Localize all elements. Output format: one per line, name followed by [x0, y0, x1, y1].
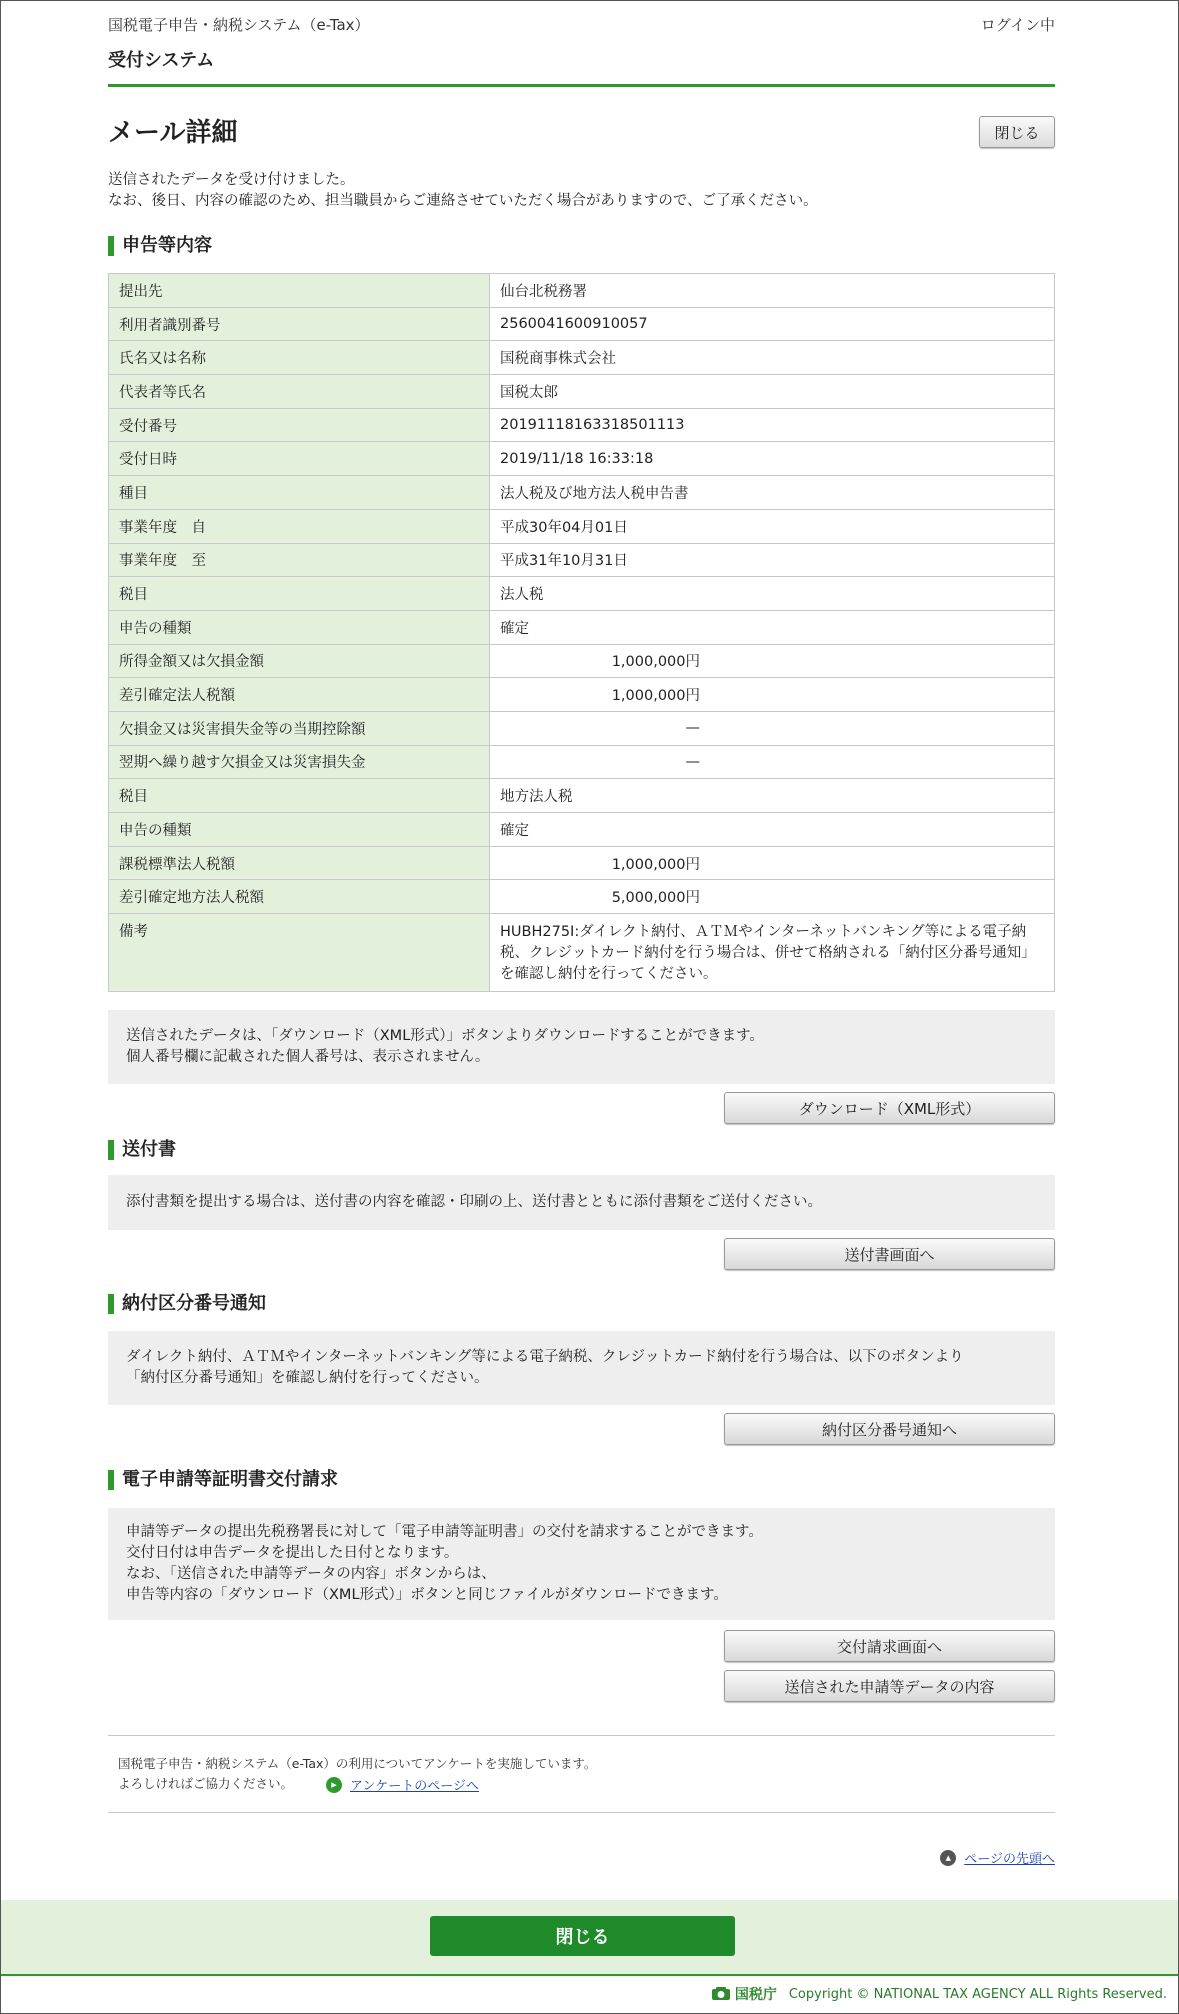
row-value: 1,000,000円 — [611, 856, 700, 873]
row-value-cell — [490, 745, 1055, 779]
intro-message — [108, 170, 818, 212]
divider — [108, 1735, 1055, 1736]
table-row — [109, 880, 1055, 914]
certificate-note-line-1: 申請等データの提出先税務署長に対して「電子申請等証明書」の交付を請求することができます。 — [126, 1524, 763, 1540]
row-value: 2560041600910057 — [490, 307, 1055, 341]
certificate-note-line-3: なお、「送信された申請等データの内容」ボタンからは、 — [126, 1566, 496, 1582]
table-row — [109, 476, 1055, 510]
row-value-cell — [490, 678, 1055, 712]
row-value: HUBH275I:ダイレクト納付、ＡＴＭやインターネットバンキング等による電子納税、クレジットカード納付を行う場合は、併せて格納される「納付区分番号通知」を確認し納付を行ってください。 — [490, 914, 1055, 992]
cover-letter-button[interactable]: 送付書画面へ — [724, 1238, 1055, 1270]
row-value: 国税商事株式会社 — [490, 341, 1055, 375]
row-value: 20191118163318501113 — [490, 408, 1055, 442]
row-value-cell — [490, 846, 1055, 880]
row-value: — — [685, 720, 700, 737]
table-row — [109, 813, 1055, 847]
cover-note-box — [108, 1175, 1055, 1230]
footer-divider — [1, 1974, 1178, 1976]
row-label: 種目 — [109, 476, 490, 510]
row-label: 申告の種類 — [109, 813, 490, 847]
row-value: 法人税及び地方法人税申告書 — [490, 476, 1055, 510]
table-row — [109, 711, 1055, 745]
row-label: 差引確定地方法人税額 — [109, 880, 490, 914]
download-xml-button[interactable]: ダウンロード（XML形式） — [724, 1092, 1055, 1124]
section-heading-cover: 送付書 — [108, 1139, 176, 1161]
survey-line-1: 国税電子申告・納税システム（e-Tax）の利用についてアンケートを実施しています。 — [118, 1756, 597, 1771]
download-note-line-1: 送信されたデータは、「ダウンロード（XML形式）」ボタンよりダウンロードすることができます。 — [126, 1028, 764, 1044]
footer — [711, 1984, 1167, 2004]
survey-link[interactable] — [326, 1775, 479, 1794]
row-value: 仙台北税務署 — [490, 274, 1055, 308]
row-value: 平成31年10月31日 — [490, 543, 1055, 577]
table-row — [109, 577, 1055, 611]
row-value: 1,000,000円 — [611, 688, 700, 705]
row-label: 氏名又は名称 — [109, 341, 490, 375]
close-button-bottom[interactable]: 閉じる — [430, 1916, 735, 1956]
copyright-text: Copyright © NATIONAL TAX AGENCY ALL Rights Reserved. — [788, 1986, 1167, 2002]
intro-line-2: なお、後日、内容の確認のため、担当職員からご連絡させていただく場合がありますので、ご了承ください。 — [108, 193, 818, 209]
payment-note-line-2: 「納付区分番号通知」を確認し納付を行ってください。 — [126, 1370, 489, 1386]
table-row — [109, 745, 1055, 779]
row-label: 備考 — [109, 914, 490, 992]
table-row — [109, 610, 1055, 644]
row-label: 翌期へ繰り越す欠損金又は災害損失金 — [109, 745, 490, 779]
table-row — [109, 375, 1055, 409]
row-label: 提出先 — [109, 274, 490, 308]
row-value: 5,000,000円 — [611, 890, 700, 907]
divider — [108, 1812, 1055, 1813]
row-label: 事業年度 自 — [109, 509, 490, 543]
row-label: 税目 — [109, 779, 490, 813]
row-value-cell — [490, 711, 1055, 745]
certificate-request-button[interactable]: 交付請求画面へ — [724, 1630, 1055, 1662]
row-value: 確定 — [490, 813, 1055, 847]
payment-note-box — [108, 1331, 1055, 1405]
table-row — [109, 678, 1055, 712]
certificate-note-line-4: 申告等内容の「ダウンロード（XML形式）」ボタンと同じファイルがダウンロードできます。 — [126, 1587, 728, 1603]
nta-emblem-icon — [711, 1986, 731, 2002]
page-top-link-text[interactable]: ページの先頭へ — [964, 1852, 1055, 1867]
cover-note: 添付書類を提出する場合は、送付書の内容を確認・印刷の上、送付書とともに添付書類をご送付ください。 — [126, 1194, 822, 1210]
row-value: 2019/11/18 16:33:18 — [490, 442, 1055, 476]
payment-note-line-1: ダイレクト納付、ＡＴＭやインターネットバンキング等による電子納税、クレジットカード納付を行う場合は、以下のボタンより — [126, 1349, 964, 1365]
row-label: 欠損金又は災害損失金等の当期控除額 — [109, 711, 490, 745]
payment-number-button[interactable]: 納付区分番号通知へ — [724, 1413, 1055, 1445]
row-value: 1,000,000円 — [611, 654, 700, 671]
table-row — [109, 509, 1055, 543]
row-label: 差引確定法人税額 — [109, 678, 490, 712]
download-note-line-2: 個人番号欄に記載された個人番号は、表示されません。 — [126, 1049, 490, 1065]
sent-data-contents-button[interactable]: 送信された申請等データの内容 — [724, 1670, 1055, 1702]
system-name: 国税電子申告・納税システム（e-Tax） — [108, 16, 370, 34]
section-heading-certificate: 電子申請等証明書交付請求 — [108, 1469, 338, 1491]
row-value: 地方法人税 — [490, 779, 1055, 813]
header-divider — [108, 84, 1055, 87]
section-heading-filing: 申告等内容 — [108, 235, 212, 257]
certificate-note-line-2: 交付日付は申告データを提出した日付となります。 — [126, 1545, 459, 1561]
section-heading-payment: 納付区分番号通知 — [108, 1293, 266, 1315]
row-label: 申告の種類 — [109, 610, 490, 644]
row-label: 受付番号 — [109, 408, 490, 442]
survey-line-2: よろしければご協力ください。 — [118, 1776, 294, 1791]
table-row — [109, 408, 1055, 442]
table-row — [109, 442, 1055, 476]
row-value: 平成30年04月01日 — [490, 509, 1055, 543]
nta-logo — [711, 1984, 777, 2004]
table-row — [109, 543, 1055, 577]
row-label: 利用者識別番号 — [109, 307, 490, 341]
table-row — [109, 274, 1055, 308]
page-title: メール詳細 — [108, 118, 238, 148]
row-label: 課税標準法人税額 — [109, 846, 490, 880]
table-row — [109, 846, 1055, 880]
row-value-cell — [490, 644, 1055, 678]
row-label: 受付日時 — [109, 442, 490, 476]
arrow-right-icon: ▸ — [326, 1777, 342, 1793]
row-value: — — [685, 753, 700, 770]
table-row — [109, 307, 1055, 341]
survey-link-text[interactable]: アンケートのページへ — [350, 1779, 479, 1794]
row-label: 代表者等氏名 — [109, 375, 490, 409]
row-label: 税目 — [109, 577, 490, 611]
row-value: 確定 — [490, 610, 1055, 644]
login-status: ログイン中 — [980, 16, 1055, 34]
table-row — [109, 341, 1055, 375]
row-value-cell — [490, 880, 1055, 914]
download-note-box — [108, 1010, 1055, 1084]
intro-line-1: 送信されたデータを受け付けました。 — [108, 172, 355, 188]
nta-logo-text: 国税庁 — [734, 1987, 777, 2003]
table-row — [109, 779, 1055, 813]
row-value: 法人税 — [490, 577, 1055, 611]
row-label: 事業年度 至 — [109, 543, 490, 577]
filing-detail-table — [108, 273, 1055, 992]
row-value: 国税太郎 — [490, 375, 1055, 409]
page-top-link[interactable] — [940, 1848, 1055, 1867]
certificate-note-box — [108, 1508, 1055, 1620]
arrow-up-icon: ▴ — [940, 1850, 956, 1866]
subsystem-title: 受付システム — [108, 50, 215, 71]
table-row-remarks — [109, 914, 1055, 992]
table-row — [109, 644, 1055, 678]
close-button-top[interactable]: 閉じる — [979, 116, 1055, 148]
row-label: 所得金額又は欠損金額 — [109, 644, 490, 678]
